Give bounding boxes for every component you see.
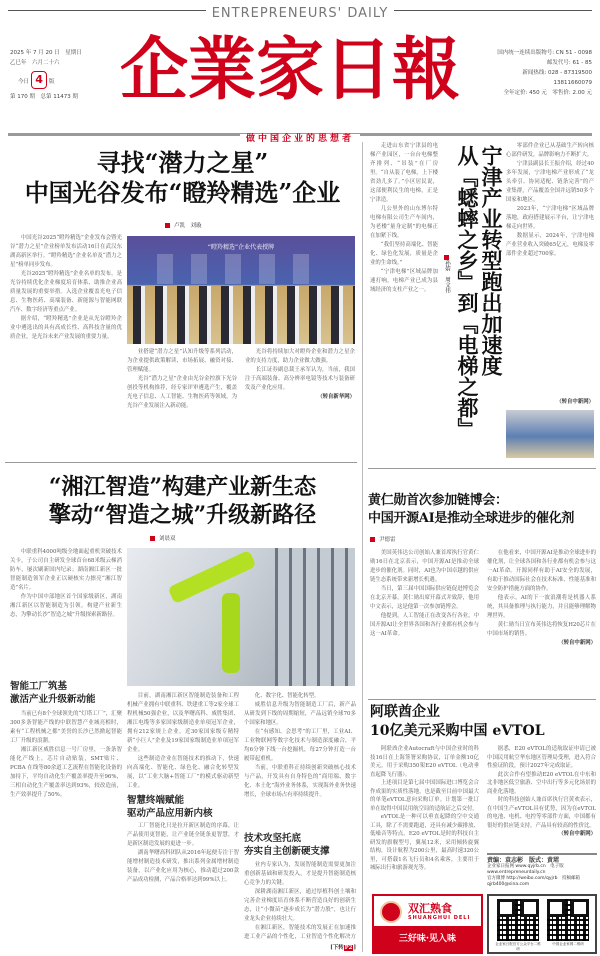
paragraph: 中国光谷2025“瞪羚精选”企业发布会暨光谷“潜力之星”企业榜单发布活动16日在武汉东湖高新区举行。“瞪羚精选”企业名单及“潜力之星”榜单同步发布。 (10, 235, 122, 268)
robot-arm (167, 550, 256, 604)
subheading-line: 技术攻坚托底 (244, 833, 302, 844)
paragraph: 他提到，人工智能正在改变各行各业，中国开源AI让全世界各国和各行业都有机会参与这一AI革命。 (370, 613, 479, 637)
pages-unit: 版 (49, 79, 55, 85)
subheading-line: 激活产业升级新动能 (10, 694, 96, 705)
article3-byline: 刘晨双 (150, 534, 176, 542)
article3-right-body (244, 692, 356, 827)
article3-subheading-3 (244, 832, 330, 858)
award-recipients (127, 286, 355, 344)
ad-tagline: 三好味·见入味 (374, 926, 481, 952)
price: 全年定价: 450 元 零售价: 2.00 元 (503, 90, 592, 96)
robot-base (222, 593, 240, 673)
paragraph: 威胜信息升级为智能制造工厂后，新产品从研发到下线的周期缩短，产品远销全球70多个国家和地区。 (244, 702, 356, 726)
slogan: 做中国企业的思想者 (240, 134, 360, 144)
paragraph: 湖南华曙高科团队从2016年起便专注于智能增材制造技术研发，推出系列金属增材制造装备，以产业化应用为核心，推动超过200款产品成功检测，产品合格率达到99%以上。 (127, 850, 239, 883)
headline-line: 10亿美元采购中国 eVTOL (370, 723, 545, 739)
paragraph: 业搭建“潜力之星”认知升级等系列活动，为企业提供政策解读、市场拓展、融资对接、管理赋能。 (127, 349, 237, 373)
lunar-date: 乙巳年 六月二十六 (10, 60, 60, 66)
paragraph: 工厂智能化只是拉开新区制造的序幕，让产品使用更智能，让产业链全链条更智慧，才是新区制造发展的更进一步。 (127, 823, 239, 847)
paragraph: 湘江新区威胜信息一号厂房里，一条条智能化产线上，芯片自动贴装，SMT贴片、PCBA 在线等80余道工艺流程在智能化设备的加持下，平均自动化生产覆盖率提升至96%，三相自动化生产覆盖率达到93%，较改造前，生产效率提升了50%。 (10, 747, 122, 798)
factory-racks (275, 548, 355, 686)
article4-byline: 尹德雷 (370, 535, 396, 543)
headline-line: 中国光谷发布“瞪羚精选”企业 (24, 178, 341, 207)
continued-label: [下转 (330, 945, 344, 951)
paragraph: 此次合作有望推动E20 eVTOL在中东和北非地区低空旅游、空中出行等多元化场景的商业化落地。 (487, 771, 596, 795)
newspaper-logo: 企業家日報 (119, 30, 460, 110)
paragraph: 几公里外的山东博尔特电梯有限公司生产车间内，为老楼“量身定制”的电梯正在加紧下线。 (370, 206, 438, 239)
ad-brand: 双汇熟食 (408, 902, 452, 915)
headline-line: 擎动“智造之城”升级新路径 (48, 501, 317, 528)
article1-headline (5, 148, 360, 208)
paragraph: 在他看来，中国开源AI是推动全球进步的催化剂，让全球各国和各行业都有机会参与这一AI革命。开源同样有助于AI安全的发展，有助于推动国际社会在技术标准、性能基准和安全防护措施方面的协作。 (487, 550, 596, 592)
article3-middle-body (127, 692, 239, 791)
paragraph: 光谷将持续加大对瞪羚企业和潜力之星企业的支持力度，助力企业做大做强。 (245, 349, 355, 364)
article2-photo (506, 410, 594, 458)
subheading-line: 驱动产品应用新内核 (127, 808, 213, 819)
qr-item (545, 899, 591, 947)
paragraph: 深耕湖南湘江新区，通过厚植科创土壤和完善企业梯度培育体系不断营造良好的创新生态，让“小微苗”逐步成长为“潜力股”，也让行业龙头企业持续壮大。 (244, 889, 356, 922)
source-note: （转自中新网） (558, 831, 596, 837)
paragraph: 当前已有8个全球领先的“灯塔工厂”，汇聚300多条智能产线的中联智慧产业城亮相时，素有“工程机械之都”美誉的长沙已然掀起智能工厂升级的浪潮。 (10, 711, 122, 744)
article1-body-bottom (127, 348, 355, 456)
article4-headline (368, 492, 598, 528)
section-divider (368, 468, 596, 469)
paragraph: 数据显示，2024年，宁津电梯产业营业收入突破65亿元，电梯及零部件企业超过700家。 (506, 233, 594, 257)
article3-subheading-2 (127, 794, 213, 820)
paragraph: 这些制造企业在智能技术的推动下，快速向高端化、智能化、绿色化、融合化转型发展，以“工业大脑+智能工厂”的模式驱动新型工业。 (127, 756, 239, 789)
article2-headline (455, 145, 503, 455)
photo-banner-text: “瞪羚精选”企业代表授牌 (207, 244, 275, 251)
continued-end: ] (353, 945, 356, 951)
phone: 13811660079 (553, 80, 592, 86)
paragraph: 目前，湖南湘江新区智能制造装备和工程机械产业拥有中联重科、铁建重工等2家全球工程机械50强企业，以及华曙高科、威胜集团、湘江电缆等多家国家级制造业单项冠军企业，拥有212家规上企业，近30家国家级专精特新“小巨人”企业及19家国家级制造业单项冠军企业。 (127, 693, 239, 753)
article5-body-right (487, 745, 596, 851)
paragraph: 在“有感知、会思考”的工厂里，工业AI、工业物联网等数字化技术与制造深度融合，平均6分钟下线一台挖掘机，每27分钟打造一台履带起重机。 (244, 729, 356, 762)
paragraph: 阿联酋企业Autocraft与中国企业时的科技16日在上海签署采购协议，订单金额10亿美元，用于采购350架E20 eVTOL（电动垂直起降飞行器）。 (370, 746, 479, 778)
paragraph: “我们坚持高端化、智能化、绿色化发展，质量是企业的生命线。” (370, 242, 438, 266)
subheading-line: 智慧终端赋能 (127, 795, 185, 806)
paragraph: 走进山东省宁津县的电梯产业园区，一台台电梯整齐排列、“吊装”在厂房里。“自从装了电梯，上下楼省劲儿多了。”小区居民说，这部便利民生的电梯，正是宁津造。 (370, 143, 438, 203)
column-divider (362, 142, 363, 952)
hotline: 新闻热线: 028 - 87319500 (522, 70, 592, 76)
article3-sub3-body (244, 861, 356, 942)
article3-intro (10, 548, 122, 674)
qr-code-icon[interactable] (547, 899, 589, 941)
article2-byline: 孙婧 周文伟 (443, 255, 453, 293)
paragraph: 黄仁勋当日宣布英伟达将恢复H20芯片在中国市场的销售。 (487, 622, 596, 637)
headline-line: “湘江智造”构建产业新生态 (48, 474, 317, 500)
paragraph: 光谷“潜力之星”企业由光谷金控旗下光谷创投等机构推荐，经专家评审遴选产生，覆盖光电子信息、人工智能、生物医药等领域，为光谷产业发展注入新动能。 (127, 376, 237, 409)
banner-names (157, 254, 325, 284)
paragraph: 上述项目是第七届中国国际进口博览会合作成果的实质性落地，也是截至目前中国最大的单笔eVTOL意向采购订单。计划第一批订单在取得中国民用航空局的适航证之后交付。 (370, 780, 479, 812)
issue-info (10, 48, 100, 102)
brand-english: ENTREPRENEURS' DAILY (206, 6, 395, 21)
article5-headline (370, 703, 596, 741)
subheading-line: 夯实自主创新硬支撑 (244, 846, 330, 857)
paragraph: 2023年，“宁津电梯”区域品牌落地，政府搭建展示平台，让宁津电梯走向世界。 (506, 206, 594, 230)
qr-item (495, 899, 541, 951)
paragraph: 据悉，E20 eVTOL的适航取证申请已被中国民用航空华东地区管理局受理，进入符合性验证阶段，预计2027年完成取证。 (487, 746, 596, 769)
qr-code-icon[interactable] (497, 899, 539, 941)
article1-body-left (10, 234, 122, 456)
continued-page[interactable]: P2 (344, 945, 353, 951)
shuanghui-ad (372, 894, 483, 954)
qr-label: 中国企业家网二维码 (552, 942, 584, 946)
article5-body-left (370, 745, 479, 889)
paragraph: eVTOL是一种可以垂直起降的空中交通工具，除了不需要跑道，还具有减少碳排放、低噪音等特点。E20 eVTOL是时的科技自主研发的旗舰型号，翼展12米，采用倾转旋翼结构，设计航程为200公里，最高时速320公里，可搭载1名飞行员和4名乘客，主要用于城际出行和旅游观光等。 (370, 814, 479, 871)
article2-source: （转自中新网） (556, 399, 594, 405)
headline-line: 黄仁勋首次参加链博会： (368, 493, 508, 508)
pages-badge: 4 (31, 71, 47, 89)
publication-info (472, 48, 592, 98)
paragraph: “宁津电梯”区域品牌加速打响，电梯产业已成为县域经济的支柱产业之一。 (370, 269, 438, 293)
article2-body-right (506, 142, 594, 397)
article3-subheading-1 (10, 680, 96, 706)
article2-body-left (370, 142, 438, 456)
pig-logo-icon (380, 901, 402, 923)
paragraph: 作为中国中部地区首个国家级新区，湖南湘江新区以智能制造为引领，构建产业新生态，为擎动长沙“智造之城”升级探索新路径。 (10, 594, 122, 618)
headline-line: 中国开源AI是推动全球进步的催化剂 (368, 511, 575, 526)
headline-line: 寻找“潜力之星” (96, 148, 269, 177)
article3-sub2-body (127, 822, 239, 950)
paragraph: 当前，中联重科正持续创新突破核心技术与产品，开发具有自身特色的“商用端、数字化、本土化”海外业务体系，实现海外业务快速增长，全球市场占有率持续提升。 (244, 765, 356, 798)
paragraph: 宁津县副县长王振介绍，经过40多年发展，宁津电梯产业形成了“龙头牵引、协同适配、链条完善”的产业集群，产品覆盖全国并远销50多个国家和地区。 (506, 161, 594, 203)
paragraph: 在湘江新区，智能技术的发展正在加速推进工业产品的个性化，工业智造个性化解决方 (244, 925, 356, 940)
paragraph: 他表示，AI的下一波浪潮将是机器人系统，其具备推理与执行能力，并且能够理解物理世界。 (487, 595, 596, 619)
page-count (18, 71, 100, 89)
section-divider (368, 699, 596, 700)
contact-links[interactable]: 官方微博 http://weibo.com/qyjrb 投稿邮箱 qjrb400@sina.com (487, 876, 580, 887)
article3-headline (5, 474, 360, 529)
article1-byline: 卢凯 刘璇 (165, 221, 202, 229)
website-links[interactable]: 企业家日报网 www.qyjrb.cn 电子版 www.entrepreneurdaily.cn (487, 864, 564, 875)
article4-body (370, 549, 596, 694)
article1-photo (127, 236, 355, 344)
paragraph: 当日，第三届中国国际供应链促进博览会在北京开幕。黄仁勋出席开幕式并致辞，他用中文表示，这是他第一次参加链博会。 (370, 586, 479, 610)
cn-number: 国内统一连续出版物号: CN 51 - 0098 (497, 50, 592, 56)
ad-brand-en: SHUANGHUI DELI (408, 915, 471, 921)
paragraph: 光谷2025“瞪羚精选”企业名单的发布，是光谷持续优化企业梯度培育体系、助推企业高质量发展的重要举措。入选企业覆盖光电子信息、生物医药、高端装备、新能源与智能网联汽车、数字经济等重点产业。 (10, 271, 122, 313)
paragraph: 时的科技创始人兼首席执行官黄欢表示，在中国生产eVTOL具有优势，因为在eVTOL的电池、电机、电控等零部件方面，中国都有很好的供应链支持，产品具有较高的性价比。 (487, 797, 596, 829)
paragraph: 业内专家认为，发展智能制造需要更加注重创新基础和研发投入，才是提升智能制造核心竞争力的关键。 (244, 862, 356, 886)
date: 2025 年 7 月 20 日 星期日 (10, 50, 82, 56)
source-note: （转自中新网） (558, 640, 596, 646)
qr-code-box (487, 894, 597, 954)
editor-credit: 责编：袁志彬 版式：黄珺 (487, 857, 560, 864)
issue-number: 第 170 期 总第 11473 期 (10, 94, 78, 100)
today-label: 今日 (18, 79, 30, 85)
paragraph: 零部件企业已从基础生产转向核心部件研发，品牌影响力不断扩大。 (506, 143, 594, 158)
qr-label: 企业家日报官方公众平台二维码 (495, 942, 541, 951)
postal-code: 邮发代号: 61 - 85 (546, 60, 592, 66)
credits-box (487, 853, 597, 888)
source-note: （转自新华网） (317, 394, 355, 400)
headline-line: 宁津产业转型跑出加速度 (479, 145, 504, 376)
headline-line: 阿联酋企业 (370, 704, 440, 720)
continued-link[interactable] (244, 944, 356, 953)
article3-sub1-body (10, 710, 122, 950)
paragraph: 中联重科4000吨级全地面起重机突破技术关卡，子公司自主研发全球首台68米级云梯消防车，屡次刷新国内纪录；湖南湘江新区一批智能制造领军企业正以硬核实力擦亮“湘江智造”名片。 (10, 549, 122, 591)
headline-line: 从『蟋蟀之乡』到『电梯之都』 (455, 145, 480, 439)
subheading-line: 智能工厂筑基 (10, 681, 68, 692)
paragraph: 美国英伟达公司创始人兼首席执行官黄仁勋16日在北京表示，中国开源AI是推动全球进步的催化剂。同时，AI也为中国卓越的供应链生态系统带来新增长机遇。 (370, 550, 479, 583)
paragraph: 长江证券副总裁王承军认为，当前，我国注于高端装备、高分辨率电镜等技术与装备研发及产业化应用。 (245, 367, 355, 391)
paragraph: 据介绍，“瞪羚精选”企业是从光谷瞪羚企业中遴选出的具有高成长性、高科技含量的优质企业，是光谷未来产业发展的重要力量。 (10, 316, 122, 340)
section-divider (5, 462, 357, 463)
paragraph: 化、数字化、智能化转型。 (254, 693, 320, 699)
article3-robot-photo (127, 548, 355, 686)
